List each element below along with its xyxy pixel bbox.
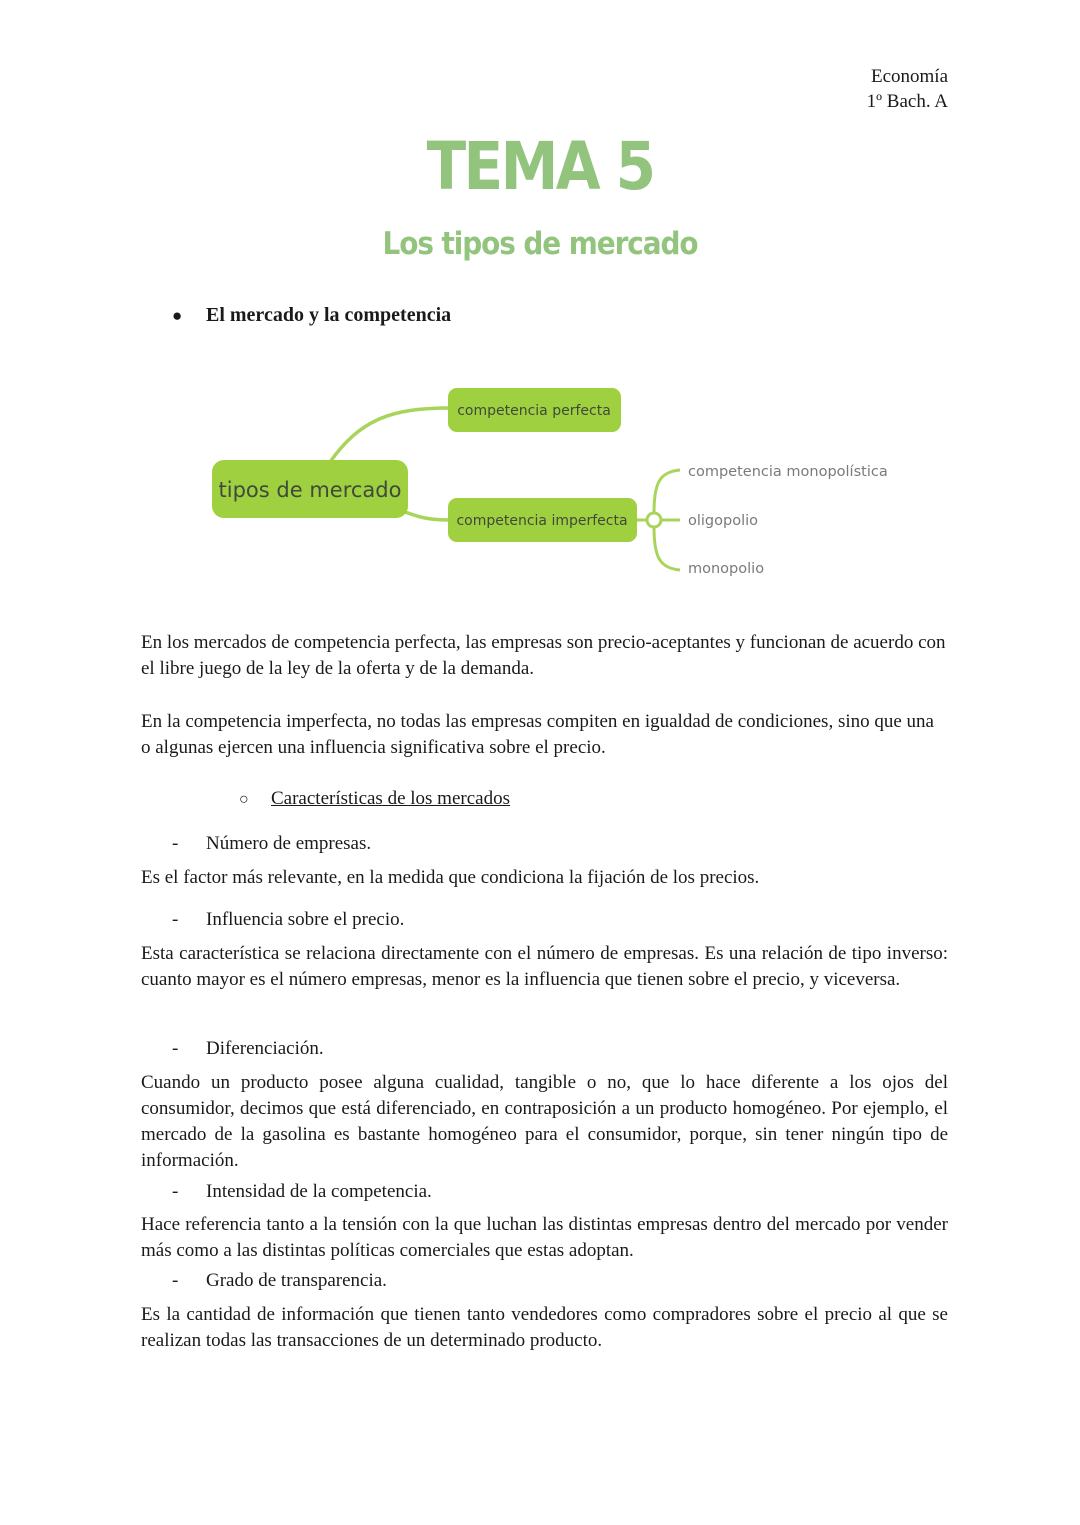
header-meta: [867, 64, 948, 114]
characteristic-text: Esta característica se relaciona directamente con el número de empresas. Es una relación de tipo inverso: cuanto mayor es el número empresas, menor es la influencia que tienen sobre el precio, y viceversa.: [141, 943, 948, 990]
branch-perfect-label: competencia perfecta: [457, 403, 611, 419]
section-heading: [172, 304, 451, 327]
leaf-oligopolio: oligopolio: [688, 513, 759, 529]
paragraph-perfect: En los mercados de competencia perfecta, las empresas son precio-aceptantes y funcionan de acuerdo con el libre juego de la ley de la oferta y de la demanda.: [141, 632, 946, 679]
connector-imperfect: [400, 510, 450, 520]
section-heading-text: El mercado y la competencia: [206, 304, 452, 326]
connector-leaf-monopolio: [654, 527, 680, 570]
characteristic-title: - Influencia sobre el precio.: [172, 909, 405, 930]
bullet-dot-icon: ●: [172, 306, 183, 325]
connector-leaf-monopolistica: [654, 470, 680, 513]
connector-perfect: [330, 408, 450, 462]
characteristic-title: - Grado de transparencia.: [172, 1270, 387, 1291]
characteristic-title: - Número de empresas.: [172, 833, 372, 854]
characteristic-text: Cuando un producto posee alguna cualidad, tangible o no, que lo hace diferente a los ojos del consumidor, decimos que está diferenciado, en contraposición a un producto homogéneo. Por ejemplo, el mercado de la gasolina es bastante homogéneo para el consumidor, porque, sin tener ningún tipo de información.: [141, 1072, 948, 1171]
page-subtitle: Los tipos de mercado: [382, 226, 698, 262]
root-node-label: tipos de mercado: [218, 478, 402, 502]
leaf-monopolistica: competencia monopolística: [688, 464, 888, 480]
characteristic-text: Es la cantidad de información que tienen tanto vendedores como compradores sobre el precio al que se realizan todas las transacciones de un determinado producto.: [141, 1304, 948, 1351]
branch-imperfect-label: competencia imperfecta: [456, 513, 628, 529]
characteristic-title: - Intensidad de la competencia.: [172, 1181, 432, 1202]
characteristic-text: Es el factor más relevante, en la medida que condiciona la fijación de los precios.: [141, 867, 760, 888]
leaf-monopolio: monopolio: [688, 561, 765, 577]
mindmap-diagram: [0, 370, 1080, 590]
bullet-circle-icon: ○: [239, 791, 249, 808]
hub-node-icon: [647, 513, 661, 527]
characteristic-text: Hace referencia tanto a la tensión con la que luchan las distintas empresas dentro del mercado por vender más como a las distintas políticas comerciales que estas adoptan.: [141, 1214, 948, 1261]
subsection-heading-text: Características de los mercados: [271, 788, 510, 809]
subject-label: Economía: [870, 66, 948, 87]
course-label: 1º Bach. A: [866, 91, 948, 112]
paragraph-imperfect: En la competencia imperfecta, no todas las empresas compiten en igualdad de condiciones, sino que una o algunas ejercen una influencia significativa sobre el precio.: [141, 711, 934, 758]
page-title: TEMA 5: [426, 128, 654, 205]
characteristic-title: - Diferenciación.: [172, 1038, 324, 1059]
subsection-heading: [239, 788, 510, 810]
